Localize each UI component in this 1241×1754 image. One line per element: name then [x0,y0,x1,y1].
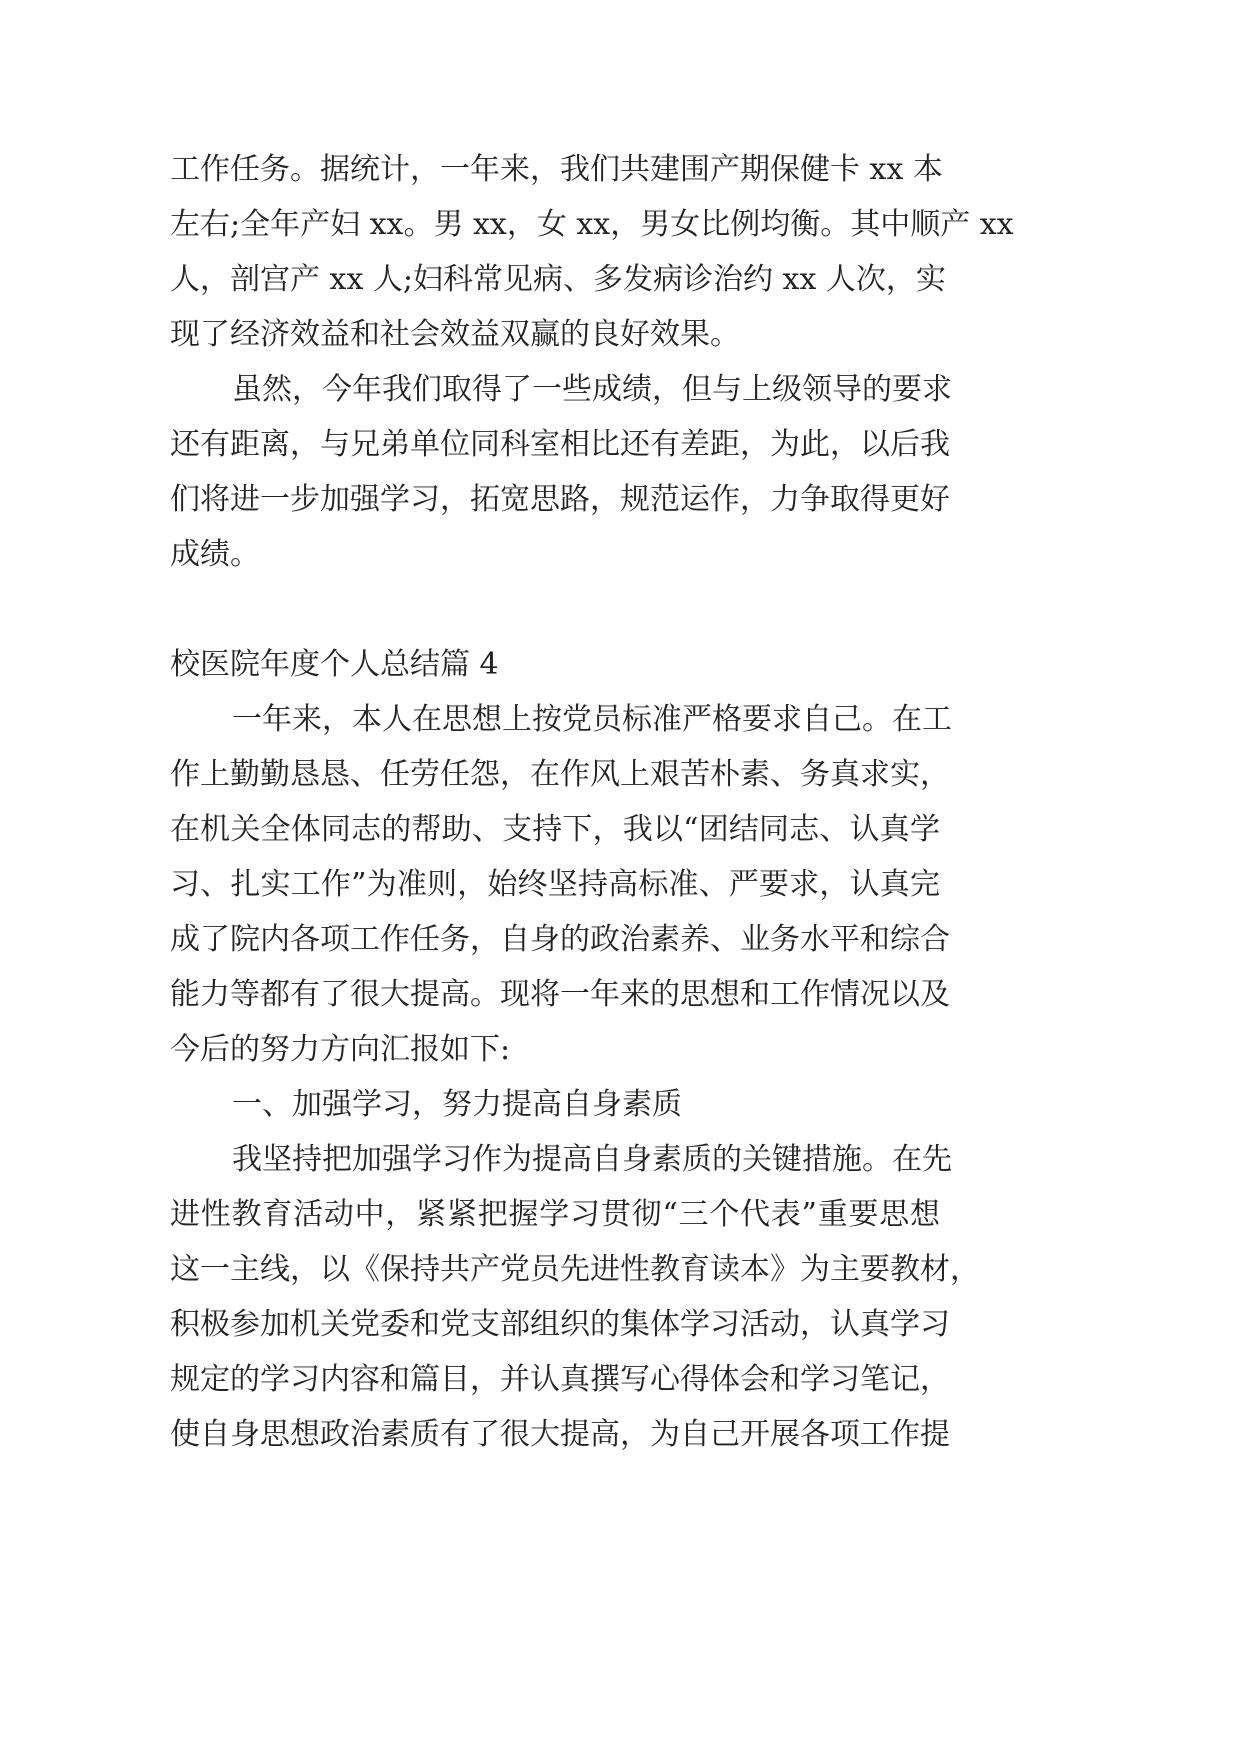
paragraph-4-line-1: 我坚持把加强学习作为提高自身素质的关键措施。在先 [232,1142,952,1177]
paragraph-4-line-5: 规定的学习内容和篇目，并认真撰写心得体会和学习笔记， [170,1362,950,1397]
paragraph-1-line-2: 左右;全年产妇 xx。男 xx，女 xx，男女比例均衡。其中顺产 xx [170,207,1014,242]
paragraph-2-line-2: 还有距离，与兄弟单位同科室相比还有差距，为此，以后我 [170,427,950,462]
paragraph-4-line-2: 进性教育活动中，紧紧把握学习贯彻“三个代表”重要思想 [170,1197,940,1232]
paragraph-3-line-2: 作上勤勤恳恳、任劳任怨，在作风上艰苦朴素、务真求实， [170,757,950,792]
paragraph-2-line-4: 成绩。 [170,537,260,572]
paragraph-1-line-1: 工作任务。据统计，一年来，我们共建围产期保健卡 xx 本 [170,152,943,187]
heading-1: 一、加强学习，努力提高自身素质 [232,1087,682,1122]
paragraph-1-line-3: 人，剖宫产 xx 人;妇科常见病、多发病诊治约 xx 人次，实 [170,262,946,297]
paragraph-4-line-6: 使自身思想政治素质有了很大提高，为自己开展各项工作提 [170,1417,950,1452]
paragraph-4-line-4: 积极参加机关党委和党支部组织的集体学习活动，认真学习 [170,1307,950,1342]
section-title: 校医院年度个人总结篇 4 [170,647,499,682]
paragraph-3-line-6: 能力等都有了很大提高。现将一年来的思想和工作情况以及 [170,977,950,1012]
paragraph-2-line-1: 虽然，今年我们取得了一些成绩，但与上级领导的要求 [232,372,952,407]
paragraph-3-line-4: 习、扎实工作”为准则，始终坚持高标准、严要求，认真完 [170,867,940,902]
paragraph-3-line-7: 今后的努力方向汇报如下: [170,1032,511,1067]
paragraph-4-line-3: 这一主线，以《保持共产党员先进性教育读本》为主要教材， [170,1252,980,1287]
paragraph-1-line-4: 现了经济效益和社会效益双赢的良好效果。 [170,317,740,352]
paragraph-3-line-1: 一年来，本人在思想上按党员标准严格要求自己。在工 [232,702,952,737]
paragraph-3-line-5: 成了院内各项工作任务，自身的政治素养、业务水平和综合 [170,922,950,957]
paragraph-2-line-3: 们将进一步加强学习，拓宽思路，规范运作，力争取得更好 [170,482,950,517]
paragraph-3-line-3: 在机关全体同志的帮助、支持下，我以“团结同志、认真学 [170,812,940,847]
